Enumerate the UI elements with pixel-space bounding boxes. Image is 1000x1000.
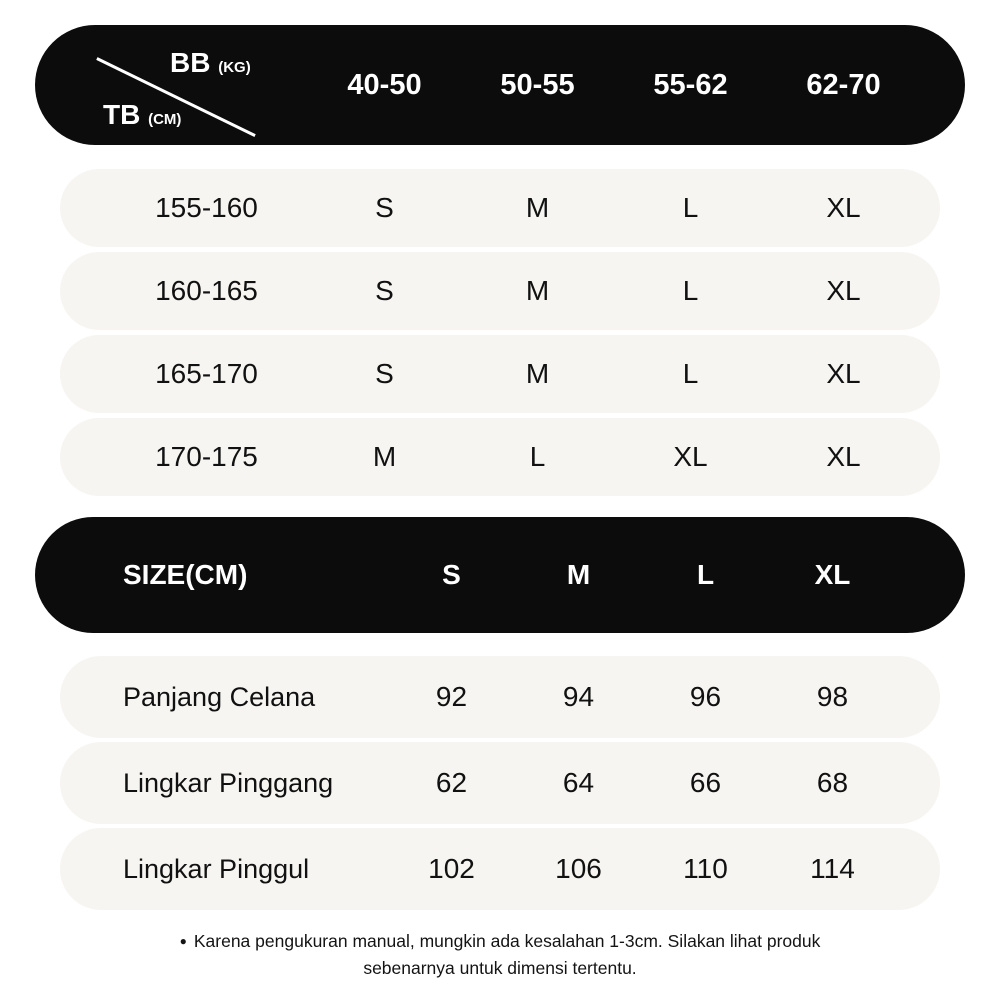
table-row: [35, 828, 965, 910]
measurement-value: 68: [816, 767, 849, 798]
measurement-value: 98: [816, 681, 849, 712]
measurement-value: 106: [555, 853, 602, 884]
height-range: 170-175: [155, 441, 258, 472]
table-row: [35, 742, 965, 824]
measurement-label: Lingkar Pinggang: [123, 767, 334, 798]
size-value: L: [682, 275, 699, 306]
weight-column-header: 55-62: [653, 68, 728, 101]
measurement-value: 114: [810, 853, 855, 884]
table-row: [35, 252, 965, 330]
measurement-label: Panjang Celana: [123, 681, 316, 712]
table-row: [35, 169, 965, 247]
size-value: M: [525, 358, 550, 389]
size-value: XL: [826, 275, 861, 306]
matrix-header-bar: [35, 25, 965, 145]
size-value: XL: [673, 441, 708, 472]
size-header-bar: [35, 517, 965, 633]
axis-corner-cell: [35, 25, 308, 145]
size-value: M: [525, 275, 550, 306]
measurement-value: 94: [562, 681, 595, 712]
size-column-header: XL: [814, 559, 851, 590]
size-value: XL: [826, 192, 861, 223]
measurement-value: 96: [689, 681, 722, 712]
size-value: L: [529, 441, 546, 472]
disclaimer-line-2: sebenarnya untuk dimensi tertentu.: [363, 958, 637, 978]
measurement-value: 102: [428, 853, 475, 884]
measurement-label: Lingkar Pinggul: [123, 853, 310, 884]
weight-column-header: 50-55: [500, 68, 575, 101]
size-cm-title: SIZE(CM): [123, 559, 248, 590]
measurement-value: 62: [435, 767, 468, 798]
tb-axis-label: TB (CM): [103, 99, 182, 130]
bb-axis-label: BB (KG): [170, 47, 251, 78]
height-range: 155-160: [155, 192, 258, 223]
bullet-icon: ●: [179, 934, 187, 948]
table-row: [35, 418, 965, 496]
size-column-header: S: [442, 559, 461, 590]
weight-column-header: 40-50: [347, 68, 422, 101]
measurement-value: 110: [683, 853, 728, 884]
size-value: M: [525, 192, 550, 223]
measurement-value: 66: [689, 767, 722, 798]
disclaimer-note: [0, 928, 1000, 982]
size-column-header: L: [696, 559, 715, 590]
height-range: 160-165: [155, 275, 258, 306]
weight-column-header: 62-70: [806, 68, 881, 101]
table-row: [35, 656, 965, 738]
size-value: XL: [826, 358, 861, 389]
size-column-header: M: [566, 559, 591, 590]
disclaimer-line-1: ● Karena pengukuran manual, mungkin ada kesalahan 1-3cm. Silakan lihat produk: [179, 931, 821, 951]
measurement-value: 64: [562, 767, 595, 798]
measurement-value: 92: [435, 681, 468, 712]
size-value: XL: [826, 441, 861, 472]
size-value: S: [375, 275, 394, 306]
size-value: L: [682, 192, 699, 223]
height-range: 165-170: [155, 358, 258, 389]
size-value: S: [375, 192, 394, 223]
size-value: S: [375, 358, 394, 389]
size-value: M: [372, 441, 397, 472]
size-value: L: [682, 358, 699, 389]
table-row: [35, 335, 965, 413]
